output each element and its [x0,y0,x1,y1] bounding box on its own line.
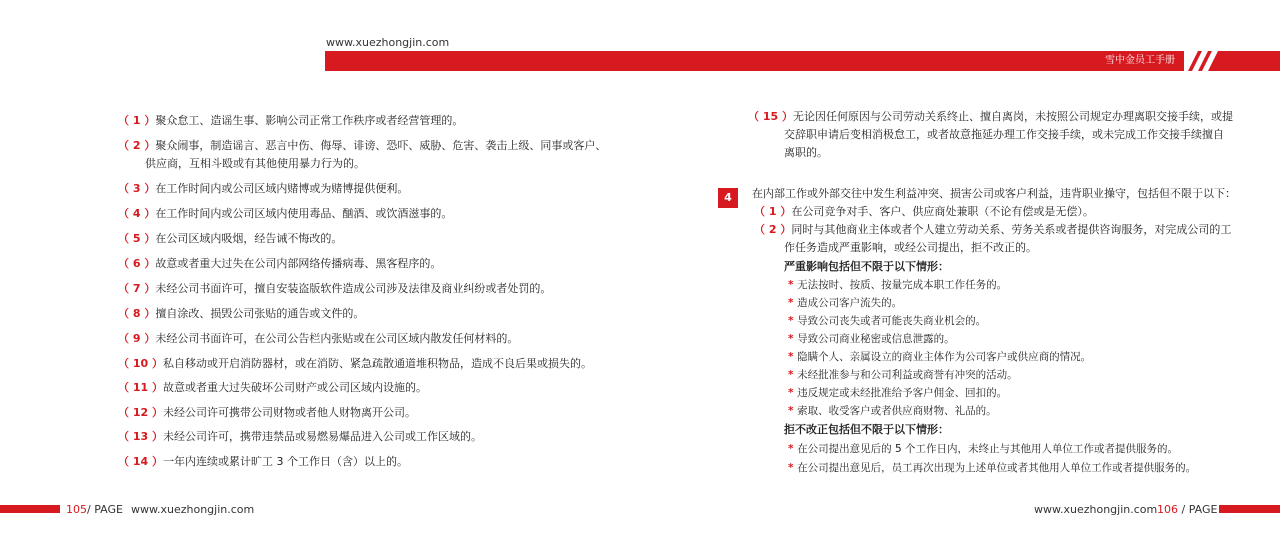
list-item [748,108,1233,126]
item-number: （ 5 ） [118,232,156,245]
bullet-text: 违反规定或未经批准给予客户佣金、回扣的。 [797,387,1008,399]
list-item [118,137,606,155]
bullet-text: 无法按时、按质、按量完成本职工作任务的。 [797,279,1008,291]
serious-impact-label: 严重影响包括但不限于以下情形： [784,260,949,273]
bullet-item [788,440,1178,458]
bullet-text: 导致公司丧失或者可能丧失商业机会的。 [797,315,987,327]
star-bullet-icon: * [788,443,798,455]
list-item [118,453,408,471]
footer-left-url: www.xuezhongjin.com [131,503,255,516]
list-item [118,112,463,130]
bullet-text: 隐瞒个人、亲属设立的商业主体作为公司客户或供应商的情况。 [797,351,1092,363]
item-text: 在公司竞争对手、客户、供应商处兼职（不论有偿或是无偿）。 [791,205,1094,218]
list-item [118,404,416,422]
bullet-text: 在公司提出意见后，员工再次出现为上述单位或者其他用人单位工作或者提供服务的。 [797,462,1197,474]
page-number: 106 [1157,503,1178,516]
section-heading: 在内部工作或外部交往中发生利益冲突、损害公司或客户利益，违背职业操守，包括但不限于以下： [752,187,1236,200]
sub-item [754,221,1231,239]
item-text: 同时与其他商业主体或者个人建立劳动关系、劳务关系或者提供咨询服务，对完成公司的工 [791,223,1232,236]
item-number: （ 10 ） [118,357,163,370]
item-text: 未经公司书面许可，在公司公告栏内张贴或在公司区域内散发任何材料的。 [155,332,519,345]
footer-right-page [1157,503,1217,517]
star-bullet-icon: * [788,315,798,327]
item-number: （ 4 ） [118,207,156,220]
item-number: （ 3 ） [118,182,156,195]
item-number: （ 1 ） [118,114,156,127]
item-number: （ 12 ） [118,406,163,419]
star-bullet-icon: * [788,297,798,309]
item-text: 在工作时间内或公司区域内使用毒品、酗酒、或饮酒滋事的。 [155,207,453,220]
list-item [118,205,452,223]
item-number: （ 7 ） [118,282,156,295]
bullet-item [788,384,1007,402]
star-bullet-icon: * [788,387,798,399]
list-item [118,180,408,198]
item-text-continued: 交辞职申请后变相消极怠工，或者故意拖延办理工作交接手续，或未完成工作交接手续擅自 [784,128,1224,141]
item-number: （ 1 ） [754,205,792,218]
item-text-continued: 离职的。 [784,146,828,159]
item-text: 一年内连续或累计旷工 3 个工作日（含）以上的。 [162,455,408,468]
item-text-continued: 供应商，互相斗殴或有其他使用暴力行为的。 [145,157,365,170]
footer-bar-right [1219,505,1280,513]
footer-right-url: www.xuezhongjin.com [1034,503,1158,516]
list-item [118,230,342,248]
item-text: 私自移动或开启消防器材，或在消防、紧急疏散通道堆积物品，造成不良后果或损失的。 [162,357,592,370]
bullet-text: 未经批准参与和公司利益或商誉有冲突的活动。 [797,369,1018,381]
item-text-continued: 作任务造成严重影响，或经公司提出，拒不改正的。 [784,241,1037,254]
header-url: www.xuezhongjin.com [326,36,450,49]
item-text: 未经公司许可，携带违禁品或易燃易爆品进入公司或工作区域的。 [162,430,482,443]
list-item [118,428,482,446]
item-number: （ 15 ） [748,110,793,123]
item-text: 故意或者重大过失在公司内部网络传播病毒、黑客程序的。 [155,257,442,270]
list-item [118,355,592,373]
list-item [118,255,441,273]
item-number: （ 9 ） [118,332,156,345]
item-text: 在工作时间内或公司区域内赌博或为赌博提供便利。 [155,182,409,195]
list-item [118,280,551,298]
item-text: 聚众闹事，制造谣言、恶言中伤、侮辱、诽谤、恐吓、威胁、危害、袭击上级、同事或客户、 [155,139,607,152]
bullet-item [788,294,902,312]
list-item [118,330,518,348]
footer-bar-left [0,505,60,513]
page-suffix: / PAGE [87,503,123,516]
sub-item [754,203,1094,221]
refuse-correction-label: 拒不改正包括但不限于以下情形： [784,423,949,436]
item-text: 在公司区域内吸烟，经告诫不悔改的。 [155,232,343,245]
item-text: 故意或者重大过失破坏公司财产或公司区域内设施的。 [162,381,427,394]
bullet-item [788,402,997,420]
footer-left-page [66,503,123,517]
bullet-item [788,459,1196,477]
list-item [118,305,364,323]
item-number: （ 2 ） [118,139,156,152]
list-item [118,379,427,397]
star-bullet-icon: * [788,333,798,345]
item-text: 未经公司书面许可，擅自安装盗版软件造成公司涉及法律及商业纠纷或者处罚的。 [155,282,552,295]
bullet-item [788,366,1018,384]
item-number: （ 13 ） [118,430,163,443]
item-text: 未经公司许可携带公司财物或者他人财物离开公司。 [162,406,416,419]
item-text: 无论因任何原因与公司劳动关系终止、擅自离岗，未按照公司规定办理离职交接手续，或提 [792,110,1233,123]
item-number: （ 6 ） [118,257,156,270]
item-number: （ 11 ） [118,381,163,394]
bullet-text: 索取、收受客户或者供应商财物、礼品的。 [797,405,997,417]
star-bullet-icon: * [788,351,798,363]
bullet-item [788,276,1007,294]
section-number-badge: 4 [718,188,738,208]
bullet-text: 导致公司商业秘密或信息泄露的。 [797,333,955,345]
header-title: 雪中金员工手册 [1105,55,1175,66]
header-stripes [1184,51,1280,71]
item-number: （ 14 ） [118,455,163,468]
item-text: 聚众怠工、造谣生事、影响公司正常工作秩序或者经营管理的。 [155,114,464,127]
item-number: （ 2 ） [754,223,792,236]
item-number: （ 8 ） [118,307,156,320]
bullet-text: 造成公司客户流失的。 [797,297,903,309]
star-bullet-icon: * [788,462,798,474]
bullet-item [788,312,986,330]
bullet-item [788,348,1091,366]
bullet-item [788,330,955,348]
star-bullet-icon: * [788,369,798,381]
star-bullet-icon: * [788,405,798,417]
page-number: 105 [66,503,87,516]
bullet-text: 在公司提出意见后的 5 个工作日内，未终止与其他用人单位工作或者提供服务的。 [797,443,1179,455]
page-suffix: / PAGE [1178,503,1218,516]
star-bullet-icon: * [788,279,798,291]
item-text: 擅自涂改、损毁公司张贴的通告或文件的。 [155,307,365,320]
